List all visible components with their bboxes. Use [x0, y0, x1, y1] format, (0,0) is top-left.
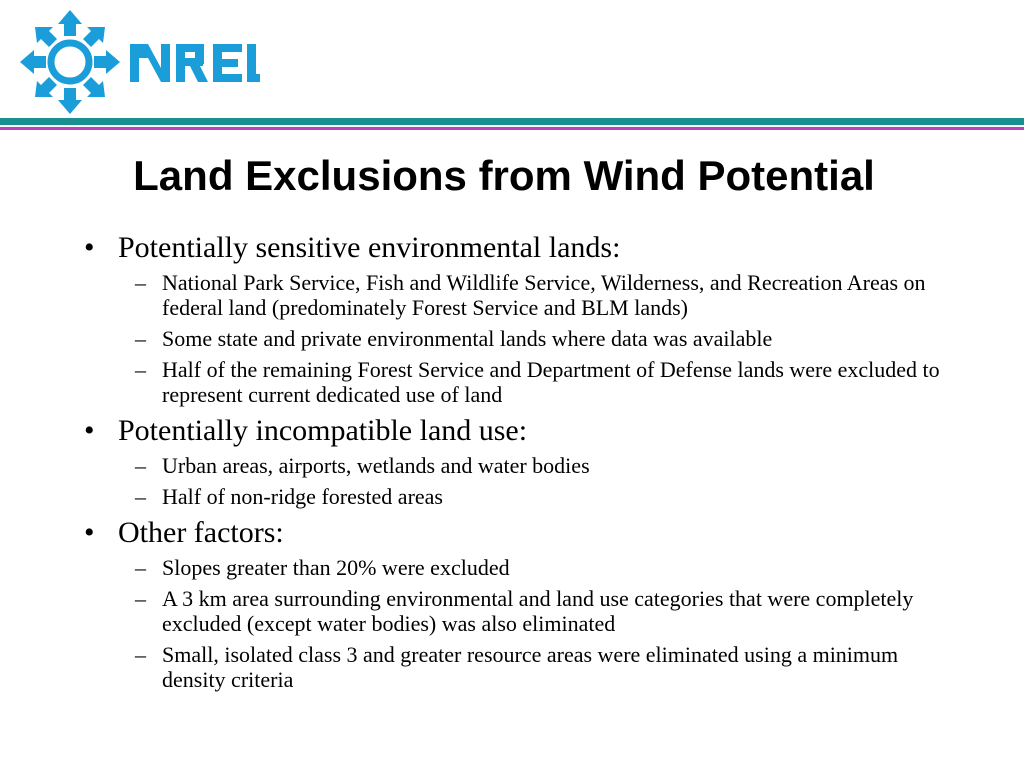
sub-text: A 3 km area surrounding environmental and land use categories that were completely excluded (except water bodies) was also eliminated — [162, 586, 914, 636]
bullet-item — [76, 230, 976, 266]
header-rule-magenta — [0, 127, 1024, 130]
dash-icon: – — [135, 555, 146, 580]
dash-icon: – — [135, 642, 146, 667]
sub-list — [76, 555, 976, 692]
sub-item — [76, 357, 976, 407]
nrel-compass-icon — [20, 10, 260, 114]
slide-title: Land Exclusions from Wind Potential — [133, 152, 875, 199]
sub-text: National Park Service, Fish and Wildlife Service, Wilderness, and Recreation Areas on federal land (predominately Forest Service and BLM lands) — [162, 270, 926, 320]
bullet-icon: • — [84, 414, 95, 447]
slide-body — [76, 230, 976, 698]
sub-text: Half of the remaining Forest Service and Department of Defense lands were excluded to represent current dedicated use of land — [162, 357, 940, 407]
sub-list — [76, 270, 976, 407]
sub-item — [76, 586, 976, 636]
bullet-icon: • — [84, 231, 95, 264]
bullet-text: Potentially incompatible land use: — [118, 414, 528, 447]
header-rule-teal — [0, 118, 1024, 125]
dash-icon: – — [135, 326, 146, 351]
bullet-item — [76, 413, 976, 449]
dash-icon: – — [135, 270, 146, 295]
sub-text: Some state and private environmental lands where data was available — [162, 326, 773, 351]
sub-item — [76, 642, 976, 692]
sub-item — [76, 484, 976, 509]
sub-item — [76, 555, 976, 580]
sub-list — [76, 453, 976, 509]
dash-icon: – — [135, 357, 146, 382]
sub-item — [76, 453, 976, 478]
sub-text: Small, isolated class 3 and greater resource areas were eliminated using a minimum density criteria — [162, 642, 899, 692]
nrel-logo — [20, 10, 260, 114]
bullet-icon: • — [84, 516, 95, 549]
dash-icon: – — [135, 453, 146, 478]
bullet-text: Other factors: — [118, 516, 284, 549]
sub-item — [76, 270, 976, 320]
sub-text: Slopes greater than 20% were excluded — [162, 555, 510, 580]
sub-text: Urban areas, airports, wetlands and water bodies — [162, 453, 590, 478]
sub-text: Half of non-ridge forested areas — [162, 484, 443, 509]
sub-item — [76, 326, 976, 351]
bullet-text: Potentially sensitive environmental lands: — [118, 231, 621, 264]
dash-icon: – — [135, 484, 146, 509]
dash-icon: – — [135, 586, 146, 611]
bullet-item — [76, 515, 976, 551]
